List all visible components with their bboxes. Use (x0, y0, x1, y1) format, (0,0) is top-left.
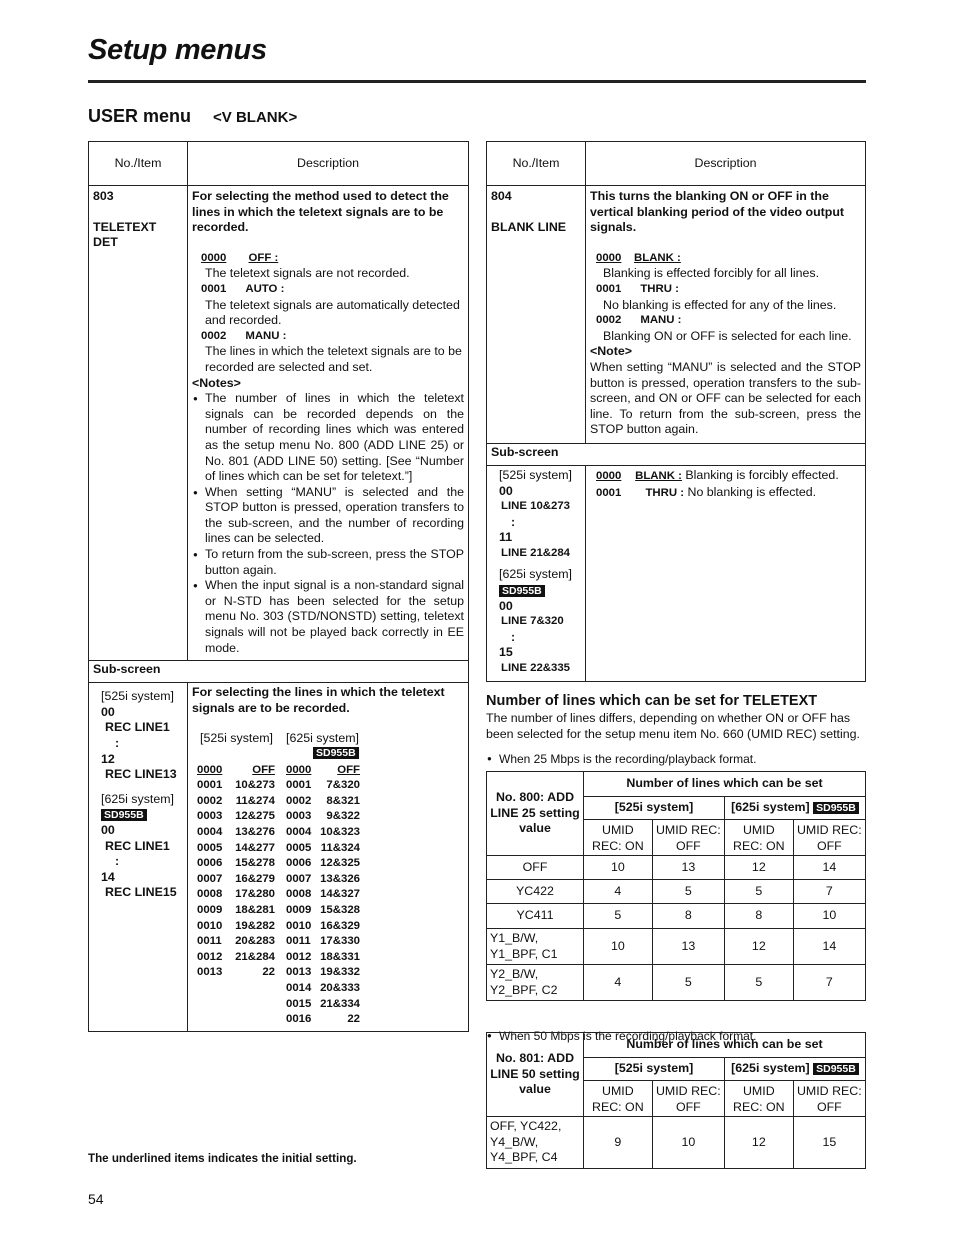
t25-row (487, 904, 866, 929)
list-code: 0000 (197, 763, 223, 776)
range-625-label: [625i system] (499, 567, 572, 582)
t25-line-count: 7 (793, 965, 865, 1001)
t25-line-count: 12 (724, 856, 793, 880)
list-row (286, 950, 360, 966)
t25-625-header: [625i system] SD955B (724, 797, 865, 820)
list-row (197, 965, 275, 981)
range-525-end: 12 (101, 751, 115, 766)
range-525-start-line: LINE 10&273 (501, 500, 571, 513)
list-code: 0004 (286, 825, 312, 838)
range-625-start: 00 (101, 822, 115, 837)
list-code: 0008 (286, 888, 312, 901)
t25-col-header: UMID REC: OFF (652, 820, 724, 856)
list-row (197, 763, 275, 779)
list-code: 0015 (286, 997, 312, 1010)
list-lines: 16&279 (235, 872, 275, 885)
list-lines: 17&330 (320, 935, 360, 948)
list-code: 0009 (197, 903, 223, 916)
sd955b-badge: SD955B (499, 585, 545, 597)
list-lines: 9&322 (326, 810, 360, 823)
item-804-name: BLANK LINE (491, 219, 567, 234)
item-804-subscreen-label: Sub-screen (487, 443, 866, 465)
section-heading (88, 106, 297, 127)
list-row (286, 778, 360, 794)
t25-line-count: 8 (652, 904, 724, 929)
item-803-name: TELETEXT DET (93, 219, 157, 250)
t50-span-header: Number of lines which can be set (584, 1033, 866, 1058)
bullet-25mbps: ● When 25 Mbps is the recording/playback format. (486, 751, 954, 767)
list-row (286, 856, 360, 872)
bullet-50mbps: ● When 50 Mbps is the recording/playback format. (486, 1028, 954, 1044)
list-lines: 15&328 (320, 903, 360, 916)
item-804-desc: This turns the blanking ON or OFF in the vertical blanking period of the video output signals. (590, 189, 845, 235)
subscreen-desc-text: For selecting the lines in which the teletext signals are to be recorded. (192, 685, 445, 715)
item-803-option-0: 0000 OFF : (201, 251, 279, 264)
t25-line-count: 8 (724, 904, 793, 929)
list-lines: 12&325 (320, 857, 360, 870)
t25-row (487, 929, 866, 965)
list-lines: 10&323 (320, 825, 360, 838)
t50-setting-value: OFF, YC422, Y4_B/W, Y4_BPF, C4 (487, 1117, 584, 1169)
list-code: 0013 (286, 966, 312, 979)
range-525-end-line: LINE 21&284 (501, 546, 571, 559)
range-625-end: 14 (101, 869, 115, 884)
t25-line-count: 4 (584, 965, 653, 1001)
list-lines: 21&334 (320, 997, 360, 1010)
range-525-colon: : (115, 736, 120, 750)
t25-col-header: UMID REC: OFF (793, 820, 865, 856)
list-row (286, 1012, 360, 1028)
t25-row (487, 856, 866, 880)
t25-setting-value: OFF (487, 856, 584, 880)
list-lines: 11&324 (320, 841, 360, 854)
list-row (286, 997, 360, 1013)
list-row (197, 934, 275, 950)
item-803-option-2: 0002 MANU : (201, 329, 287, 342)
t25-line-count: 14 (793, 856, 865, 880)
list-code: 0011 (197, 935, 222, 948)
list-row (197, 950, 275, 966)
list-code: 0014 (286, 981, 312, 994)
list-525-label: [525i system] (200, 731, 273, 746)
range-525-start-line: REC LINE1 (105, 720, 170, 735)
list-code: 0000 (286, 763, 312, 776)
list-code: 0008 (197, 888, 223, 901)
t25-line-count: 5 (724, 965, 793, 1001)
initial-setting-footnote: The underlined items indicates the initial setting. (88, 1152, 357, 1165)
item-803-number: 803 (93, 189, 114, 203)
t50-525-header: [525i system] (584, 1058, 725, 1081)
list-code: 0007 (286, 872, 312, 885)
page-title: Setup menus (88, 34, 267, 66)
t50-line-count: 10 (652, 1117, 724, 1169)
t25-span-header: Number of lines which can be set (584, 772, 866, 797)
t25-line-count: 5 (584, 904, 653, 929)
list-code: 0001 (286, 779, 312, 792)
t50-col-header: UMID REC: ON (724, 1081, 793, 1117)
list-code: 0010 (286, 919, 312, 932)
list-row (197, 856, 275, 872)
item-803-id (89, 186, 188, 661)
item-804-subscreen-range (487, 465, 586, 681)
list-code: 0003 (286, 810, 312, 823)
list-row (197, 809, 275, 825)
t25-line-count: 5 (652, 965, 724, 1001)
item-804-number: 804 (491, 189, 512, 203)
list-row (286, 887, 360, 903)
list-lines: 12&275 (235, 810, 275, 823)
item-803-desc: For selecting the method used to detect the lines in which the teletext signals are to be recorded. (192, 189, 449, 235)
item-803-note-2: ● When setting “MANU” is selected and the STOP button is pressed, operation transfers to the sub-screen, and the number of recording lines can be selected. (192, 485, 464, 547)
item-804-note: When setting “MANU” is selected and the STOP button is pressed, operation transfers to the sub-screen, and ON or OFF can be selected for each line. To return from the sub-screen, press the STOP button again. (590, 359, 861, 437)
list-code: 0010 (197, 919, 223, 932)
t50-col-header: UMID REC: ON (584, 1081, 653, 1117)
list-row (197, 825, 275, 841)
list-code: 0002 (286, 794, 312, 807)
range-625-end-line: LINE 22&335 (501, 662, 571, 675)
list-row (286, 825, 360, 841)
list-row (197, 794, 275, 810)
list-row (286, 965, 360, 981)
list-lines: 7&320 (326, 779, 360, 792)
t25-525-header: [525i system] (584, 797, 725, 820)
t25-setting-value: YC422 (487, 880, 584, 904)
list-lines: 17&280 (235, 888, 275, 901)
list-code: 0003 (197, 810, 223, 823)
t25-line-count: 5 (652, 880, 724, 904)
header-no-item: No./Item (487, 142, 586, 186)
t25-setting-value: Y2_B/W, Y2_BPF, C2 (487, 965, 584, 1001)
list-lines: 19&332 (320, 966, 360, 979)
list-lines: 14&277 (235, 841, 275, 854)
range-525-colon: : (511, 514, 516, 529)
t25-row (487, 880, 866, 904)
item-803-option-0-text: The teletext signals are not recorded. (205, 266, 410, 281)
list-row (286, 919, 360, 935)
range-625-start: 00 (499, 598, 513, 613)
list-lines: 10&273 (235, 779, 275, 792)
range-625-start-line: LINE 7&320 (501, 615, 564, 628)
item-804-option-0: 0000 BLANK : (596, 251, 681, 264)
list-lines: 15&278 (235, 857, 275, 870)
list-row (286, 809, 360, 825)
t50-col-header: UMID REC: OFF (652, 1081, 724, 1117)
t25-setting-value: Y1_B/W, Y1_BPF, C1 (487, 929, 584, 965)
t50-625-header: [625i system] SD955B (724, 1058, 865, 1081)
t50-line-count: 12 (724, 1117, 793, 1169)
header-description: Description (586, 142, 866, 186)
list-525 (197, 763, 275, 981)
list-row (286, 794, 360, 810)
list-lines: 19&282 (235, 919, 275, 932)
item-803-note-3: ● When the input signal is a non-standard signal or N-STD has been selected for the setup menu No. 303 (STD/NONSTD) setting, teletext signals will not be played back correctly in EE mode. (192, 578, 464, 656)
list-lines: 13&276 (235, 825, 275, 838)
item-804-id (487, 186, 586, 444)
range-525-start: 00 (499, 483, 513, 498)
list-row (286, 872, 360, 888)
t25-setting-value: YC411 (487, 904, 584, 929)
t25-row (487, 965, 866, 1001)
range-625-colon: : (511, 629, 516, 644)
list-lines: 14&327 (320, 888, 360, 901)
range-525-end: 11 (499, 530, 513, 545)
item-804-option-0-text: Blanking is effected forcibly for all lines. (603, 266, 820, 281)
table-803 (88, 141, 469, 1032)
item-804-sub-option-0: 0000 BLANK : Blanking is forcibly effected. (596, 467, 839, 482)
list-code: 0002 (197, 794, 223, 807)
list-code: 0012 (286, 950, 312, 963)
list-code: 0005 (197, 841, 223, 854)
list-code: 0016 (286, 1013, 312, 1026)
t50-line-count: 9 (584, 1117, 653, 1169)
t25-line-count: 10 (584, 856, 653, 880)
list-code: 0009 (286, 903, 312, 916)
t25-line-count: 10 (584, 929, 653, 965)
item-803-option-2-text: The lines in which the teletext signals are to be recorded are selected and set. (205, 344, 462, 374)
list-lines: 22 (262, 966, 275, 979)
list-row (197, 903, 275, 919)
list-row (286, 841, 360, 857)
t25-line-count: 12 (724, 929, 793, 965)
teletext-intro: The number of lines differs, depending on whether ON or OFF has been selected for the setup menu item No. 660 (UMID REC) setting. (486, 711, 860, 741)
t50-line-count: 15 (793, 1117, 865, 1169)
range-625-label: [625i system] (101, 791, 174, 806)
t25-corner: No. 800: ADD LINE 25 setting value (487, 772, 584, 856)
t25-line-count: 10 (793, 904, 865, 929)
range-625-end: 15 (499, 645, 513, 660)
list-lines: 22 (347, 1013, 360, 1026)
list-code: 0006 (197, 857, 223, 870)
t50-row (487, 1117, 866, 1169)
item-803-subscreen-label: Sub-screen (89, 661, 469, 683)
sd955b-badge: SD955B (101, 809, 147, 821)
list-lines: 13&326 (320, 872, 360, 885)
list-code: 0005 (286, 841, 312, 854)
t25-line-count: 7 (793, 880, 865, 904)
range-525-end-line: REC LINE13 (105, 767, 177, 782)
item-803-description (188, 186, 469, 661)
item-804-note-label: <Note> (590, 344, 633, 359)
range-625-start-line: REC LINE1 (105, 838, 170, 853)
item-804-option-2: 0002 MANU : (596, 314, 682, 327)
list-row (286, 981, 360, 997)
item-803-note-2b: ● To return from the sub-screen, press the STOP button again. (192, 547, 464, 578)
item-804-option-1: 0001 THRU : (596, 282, 679, 295)
list-code: 0012 (197, 950, 223, 963)
item-803-notes-label: <Notes> (192, 375, 241, 390)
section-title: USER menu (88, 106, 192, 126)
item-803-option-1-text: The teletext signals are automatically detected and recorded. (205, 297, 460, 328)
list-lines: OFF (252, 763, 275, 776)
item-803-option-1: 0001 AUTO : (201, 282, 285, 295)
list-lines: 18&281 (235, 903, 275, 916)
header-no-item: No./Item (89, 142, 188, 186)
list-row (197, 778, 275, 794)
subsection-title: <V BLANK> (213, 109, 298, 126)
list-lines: 11&274 (235, 794, 275, 807)
list-lines: OFF (337, 763, 360, 776)
t25-line-count: 14 (793, 929, 865, 965)
item-804-sub-option-1: 0001 THRU : No blanking is effected. (596, 484, 817, 499)
page-number: 54 (88, 1191, 104, 1207)
t25-line-count: 5 (724, 880, 793, 904)
list-lines: 21&284 (235, 950, 275, 963)
item-804-option-2-text: Blanking ON or OFF is selected for each line. (603, 328, 852, 343)
title-rule (88, 80, 866, 83)
range-625-end-line: REC LINE15 (105, 885, 177, 900)
header-description: Description (188, 142, 469, 186)
list-code: 0006 (286, 857, 312, 870)
t50-corner: No. 801: ADD LINE 50 setting value (487, 1033, 584, 1117)
t25-line-count: 13 (652, 929, 724, 965)
list-code: 0011 (286, 935, 311, 948)
item-803-subscreen-desc (188, 683, 469, 1032)
list-625-badge: SD955B (313, 747, 359, 759)
item-803-note-1: ● The number of lines in which the teletext signals can be recorded depends on the number of recording lines which was entered as the setup menu No. 800 (ADD LINE 25) or No. 801 (ADD LINE 50) setting. [See “Number of lines which can be set for teletext.”] (192, 391, 464, 485)
t25-col-header: UMID REC: ON (584, 820, 653, 856)
list-row (197, 887, 275, 903)
list-lines: 16&329 (320, 919, 360, 932)
range-525-label: [525i system] (101, 689, 174, 704)
table-add-line-50 (486, 1032, 866, 1169)
list-code: 0001 (197, 779, 223, 792)
range-525-label: [525i system] (499, 467, 572, 482)
list-lines: 20&283 (235, 935, 275, 948)
t25-col-header: UMID REC: ON (724, 820, 793, 856)
list-lines: 8&321 (326, 794, 360, 807)
table-804 (486, 141, 866, 682)
list-code: 0007 (197, 872, 223, 885)
table-add-line-25 (486, 771, 866, 1001)
list-code: 0013 (197, 966, 223, 979)
item-803-subscreen-range (89, 683, 188, 1032)
list-code: 0004 (197, 825, 223, 838)
list-625-label: [625i system] (286, 731, 359, 746)
list-row (197, 872, 275, 888)
list-row (197, 919, 275, 935)
list-lines: 20&333 (320, 981, 360, 994)
list-row (197, 841, 275, 857)
t25-line-count: 13 (652, 856, 724, 880)
list-lines: 18&331 (320, 950, 360, 963)
list-row (286, 934, 360, 950)
teletext-heading: Number of lines which can be set for TELETEXT (486, 693, 818, 709)
range-625-colon: : (115, 854, 120, 869)
item-804-option-1-text: No blanking is effected for any of the lines. (603, 297, 837, 312)
range-525-start: 00 (101, 704, 115, 719)
t25-line-count: 4 (584, 880, 653, 904)
t50-col-header: UMID REC: OFF (793, 1081, 865, 1117)
list-row (286, 903, 360, 919)
item-804-description (586, 186, 866, 444)
list-row (286, 763, 360, 779)
item-804-subscreen-desc (586, 465, 866, 681)
list-625 (286, 763, 360, 1028)
